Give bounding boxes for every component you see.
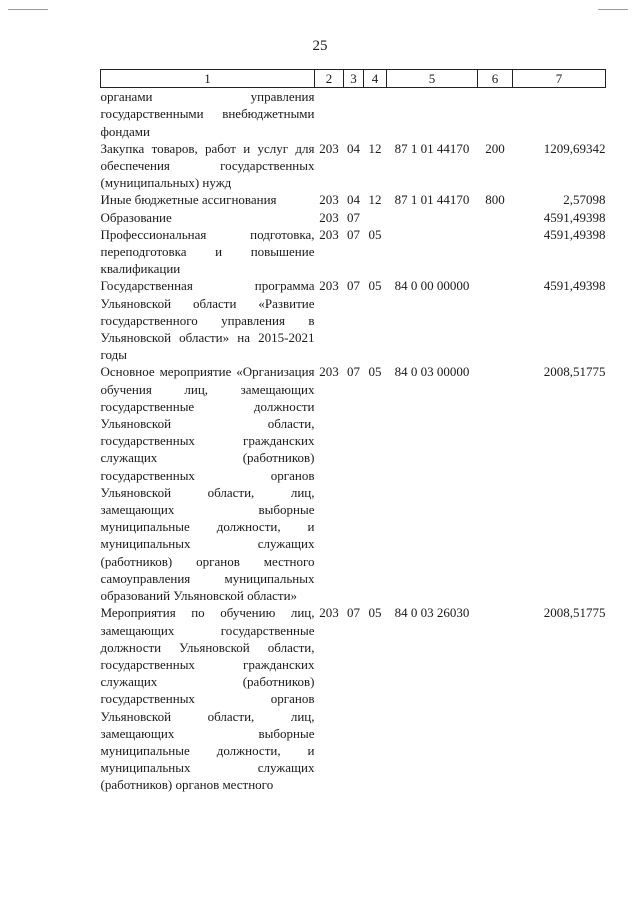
cell-subsection — [364, 88, 387, 140]
cell-section: 04 — [347, 140, 360, 156]
cell-section: 07 — [347, 278, 360, 294]
cell-subsection: 05 — [368, 605, 382, 621]
cell-chapter: 203 — [319, 226, 339, 242]
row-name: Мероприятия по обучению лиц, замещающих государственные должности Ульяновской области, государственных гражданских служащих (работников) государственных органов Ульяновской области, лиц, замещающих выборные муниципальные должности, и муниципальных служащих (работников) органов местного — [100, 605, 315, 793]
cell-subsection: 05 — [368, 226, 382, 242]
cell-amount: 1209,69342 — [543, 140, 606, 156]
cell-target-article: 84 0 03 26030 — [394, 605, 470, 621]
row-name: Образование — [100, 209, 172, 225]
cell-expense-type — [478, 209, 513, 226]
header-col-5: 5 — [387, 70, 478, 88]
cell-subsection: 12 — [368, 140, 382, 156]
cell-expense-type: 200 — [485, 140, 505, 156]
cell-chapter: 203 — [319, 364, 339, 380]
row-name: Основное мероприятие «Организация обучения лиц, замещающих государственные должности Ульяновской области, государственных гражданских служащих (работников) государственных органов Ульяновской области, лиц, замещающих выборные муниципальные должности, и муниципальных служащих (работников) органов местного самоуправления муниципальных образований Ульяновской области» — [100, 364, 315, 604]
header-col-1: 1 — [101, 70, 315, 88]
cell-chapter: 203 — [319, 209, 339, 225]
cell-target-article: 87 1 01 44170 — [394, 140, 470, 156]
row-name: органами управления государственными внебюджетными фондами — [100, 89, 315, 139]
table-row — [101, 191, 606, 208]
cell-expense-type — [478, 277, 513, 363]
table-row — [101, 140, 606, 192]
table-row — [101, 277, 606, 363]
header-col-7: 7 — [513, 70, 606, 88]
cell-chapter: 203 — [319, 278, 339, 294]
cell-chapter: 203 — [319, 192, 339, 208]
cell-section — [344, 88, 364, 140]
header-col-6: 6 — [478, 70, 513, 88]
table-header-row — [101, 70, 606, 88]
scan-artifact — [598, 9, 628, 10]
row-name: Иные бюджетные ассигнования — [100, 192, 277, 208]
cell-expense-type: 800 — [485, 192, 505, 208]
cell-target-article — [387, 209, 478, 226]
cell-subsection: 12 — [368, 192, 382, 208]
cell-chapter — [315, 88, 344, 140]
cell-amount: 4591,49398 — [543, 278, 606, 294]
table-row — [101, 226, 606, 278]
cell-target-article — [387, 88, 478, 140]
cell-expense-type — [478, 226, 513, 278]
cell-target-article: 84 0 03 00000 — [394, 364, 470, 380]
cell-amount — [513, 88, 606, 140]
cell-section: 04 — [347, 192, 360, 208]
table-row — [101, 363, 606, 604]
cell-amount: 4591,49398 — [543, 209, 606, 225]
page-number: 25 — [312, 38, 328, 54]
cell-section: 07 — [347, 364, 360, 380]
row-name: Профессиональная подготовка, переподготовка и повышение квалификации — [100, 226, 315, 277]
cell-expense-type — [478, 363, 513, 604]
cell-subsection: 05 — [368, 278, 382, 294]
cell-subsection: 05 — [368, 364, 382, 380]
cell-amount: 2,57098 — [563, 192, 606, 208]
cell-target-article — [387, 226, 478, 278]
cell-amount: 2008,51775 — [543, 364, 606, 380]
cell-section: 07 — [347, 605, 360, 621]
header-col-4: 4 — [364, 70, 387, 88]
cell-subsection — [364, 209, 387, 226]
cell-amount: 2008,51775 — [543, 605, 606, 621]
cell-chapter: 203 — [319, 605, 339, 621]
row-name: Закупка товаров, работ и услуг для обеспечения государственных (муниципальных) нужд — [100, 140, 315, 191]
budget-table — [100, 69, 606, 794]
cell-amount: 4591,49398 — [543, 226, 606, 242]
cell-expense-type — [478, 604, 513, 793]
cell-target-article: 84 0 00 00000 — [394, 278, 470, 294]
header-col-2: 2 — [315, 70, 344, 88]
table-row — [101, 604, 606, 793]
table-row — [101, 88, 606, 140]
row-name: Государственная программа Ульяновской области «Развитие государственного управления в Ульяновской области» на 2015-2021 годы — [100, 278, 315, 363]
cell-expense-type — [478, 88, 513, 140]
scan-artifact — [8, 9, 48, 10]
table-row — [101, 209, 606, 226]
header-col-3: 3 — [344, 70, 364, 88]
cell-section: 07 — [347, 226, 360, 242]
cell-section: 07 — [347, 209, 360, 225]
cell-chapter: 203 — [319, 140, 339, 156]
cell-target-article: 87 1 01 44170 — [394, 192, 470, 208]
